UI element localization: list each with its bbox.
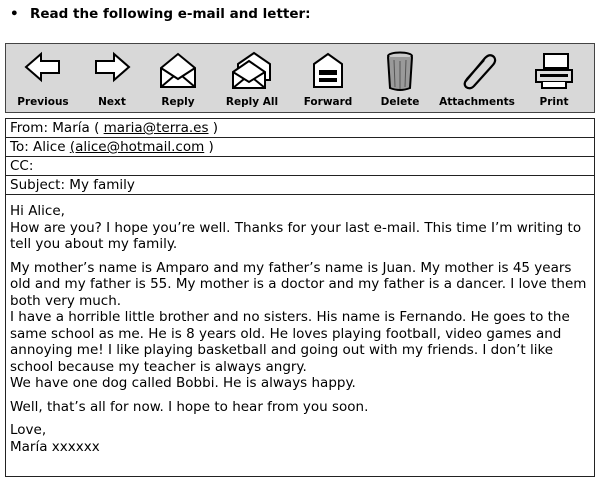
subject-field bbox=[6, 176, 594, 195]
previous-label: Previous bbox=[17, 96, 69, 108]
to-suffix: ) bbox=[204, 139, 214, 155]
signoff: Love, bbox=[10, 422, 47, 438]
email-body bbox=[6, 195, 594, 455]
forward-label: Forward bbox=[303, 96, 353, 108]
from-field bbox=[6, 119, 594, 138]
arrow-left-icon bbox=[23, 50, 63, 88]
printer-icon bbox=[532, 50, 576, 94]
email-message bbox=[5, 118, 595, 477]
greeting: Hi Alice, bbox=[10, 203, 65, 219]
attachments-label: Attachments bbox=[439, 96, 515, 108]
delete-label: Delete bbox=[380, 96, 420, 108]
cc-field bbox=[6, 157, 594, 176]
previous-button[interactable] bbox=[10, 44, 76, 112]
body-paragraph-closing: Well, that’s all for now. I hope to hear from you soon. bbox=[10, 398, 369, 415]
reply-button[interactable] bbox=[148, 44, 208, 112]
forward-button[interactable] bbox=[296, 44, 360, 112]
from-prefix: From: María ( bbox=[10, 120, 104, 136]
trash-can-icon bbox=[383, 50, 417, 96]
to-field bbox=[6, 138, 594, 157]
instruction-text: Read the following e-mail and letter: bbox=[30, 6, 311, 22]
print-label: Print bbox=[539, 96, 569, 108]
next-label: Next bbox=[98, 96, 126, 108]
delete-button[interactable] bbox=[368, 44, 432, 112]
from-suffix: ) bbox=[208, 120, 219, 136]
reply-all-button[interactable] bbox=[216, 44, 288, 112]
body-paragraph-parents: My mother’s name is Amparo and my father’s name is Juan. My mother is 45 years old and my father is 55. My mother is a doctor and my father is a dancer. I love them both very much. bbox=[10, 259, 587, 309]
envelope-open-icon bbox=[158, 50, 198, 94]
body-paragraph-brother: I have a horrible little brother and no sisters. His name is Fernando. He goes to the same school as me. He is 8 years old. He loves playing football, video games and annoying me! I like playing basketball and going out with my friends. I don’t like school because my teacher is always angry. bbox=[10, 309, 570, 375]
to-prefix: To: Alice bbox=[10, 139, 70, 155]
instruction-line bbox=[10, 6, 311, 22]
next-button[interactable] bbox=[80, 44, 144, 112]
body-paragraph-dog: We have one dog called Bobbi. He is always happy. bbox=[10, 375, 356, 391]
body-paragraph-intro: How are you? I hope you’re well. Thanks for your last e-mail. This time I’m writing to tell you about my family. bbox=[10, 219, 582, 252]
envelopes-stack-icon bbox=[230, 50, 274, 94]
envelope-forward-icon bbox=[308, 50, 348, 94]
arrow-right-icon bbox=[92, 50, 132, 88]
from-email-link[interactable]: maria@terra.es bbox=[103, 120, 209, 136]
mail-toolbar bbox=[5, 43, 595, 113]
paperclip-icon bbox=[457, 50, 497, 94]
attachments-button[interactable] bbox=[438, 44, 516, 112]
reply-label: Reply bbox=[161, 96, 195, 108]
bullet: • bbox=[10, 6, 19, 22]
to-email-link[interactable]: (alice@hotmail.com bbox=[69, 139, 205, 155]
print-button[interactable] bbox=[522, 44, 586, 112]
reply-all-label: Reply All bbox=[225, 96, 279, 108]
cc-label: CC: bbox=[10, 158, 34, 174]
signature: María xxxxxx bbox=[10, 438, 100, 455]
subject-text: Subject: My family bbox=[10, 177, 135, 193]
